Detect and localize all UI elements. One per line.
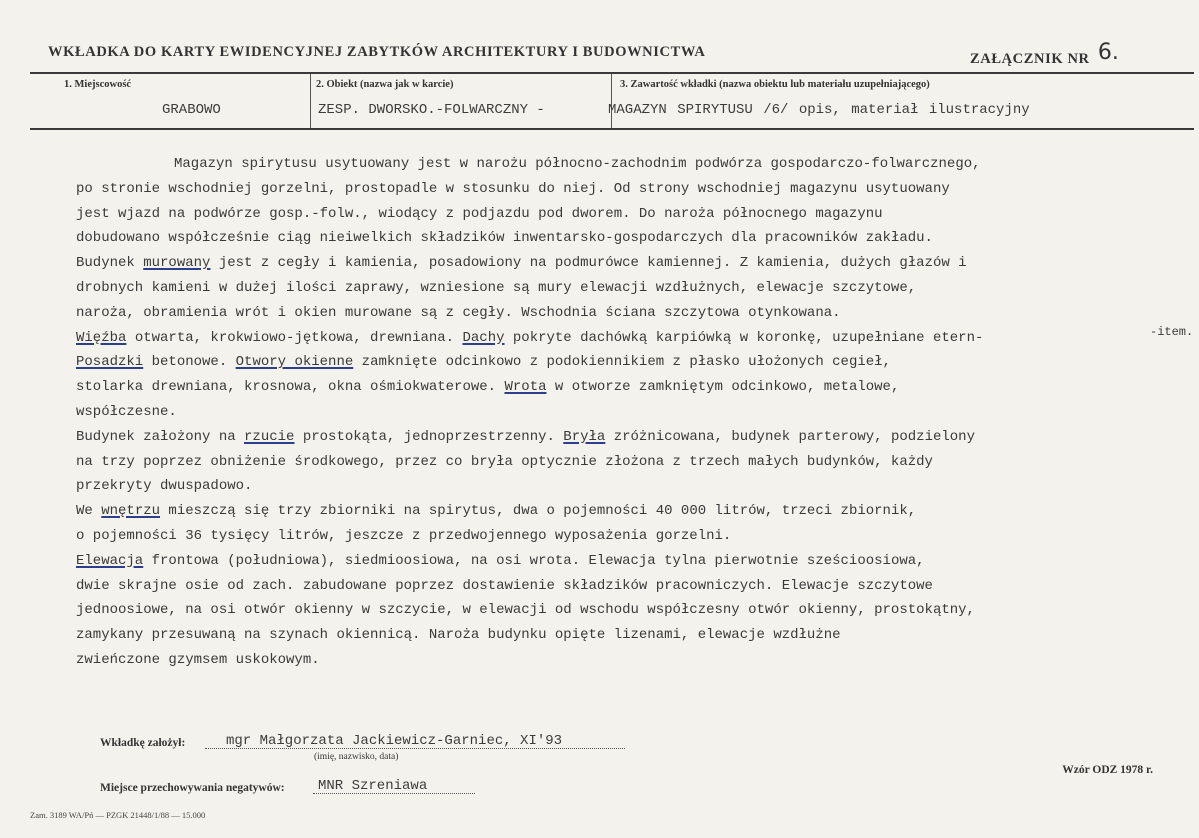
text-segment: w otworze zamkniętym odcinkowo, metalowe,: [546, 379, 900, 396]
text-segment: jest z cegły i kamienia, posadowiony na podmurówce kamiennej. Z kamienia, dużych głazów i: [210, 255, 967, 272]
description-text: [76, 152, 1196, 673]
attachment-number: [970, 40, 1119, 69]
text-line: jest wjazd na podwórze gosp.-folw., wiodący z podjazdu pod dworem. Do naroża północnego magazynu: [76, 205, 883, 222]
underlined-term: Więźba: [76, 329, 127, 346]
text-line: dwie skrajne osie od zach. zabudowane poprzez dostawienie składzików pracowniczych. Elewacje szczytowe: [76, 577, 933, 594]
print-info: Zam. 3189 WA/Pń — PZGK 21448/1/88 — 15.000: [30, 810, 206, 820]
sheet-title: WKŁADKA DO KARTY EWIDENCYJNEJ ZABYTKÓW ARCHITEKTURY I BUDOWNICTWA: [48, 44, 706, 60]
text-line: współczesne.: [76, 403, 177, 420]
text-segment: frontowa (południowa), siedmioosiowa, na osi wrota. Elewacja tylna pierwotnie sześcioosiowa,: [143, 552, 925, 569]
attachment-number-value: 6.: [1097, 40, 1119, 65]
text-line: [76, 251, 1196, 276]
header-bottom-rule: [30, 128, 1194, 130]
text-line: [76, 549, 1196, 574]
text-segment: Budynek: [76, 255, 144, 272]
text-line: na trzy poprzez obniżenie środkowego, przez co bryła optycznie złożona z trzech małych budynków, każdy: [76, 453, 933, 470]
text-segment: pokryte dachówką karpiówką w koronkę, uzupełniane etern-: [504, 329, 984, 346]
object-value: ZESP. DWORSKO.-FOLWARCZNY -: [318, 102, 545, 118]
text-line: [76, 425, 1196, 450]
text-line: po stronie wschodniej gorzelni, prostopadle w stosunku do niej. Od strony wschodniej magazynu usytuowany: [76, 180, 950, 197]
negatives-label: Miejsce przechowywania negatywów:: [100, 782, 285, 794]
underlined-term: Dachy: [462, 329, 505, 346]
underlined-term: wnętrzu: [101, 503, 161, 520]
column-divider: [611, 74, 612, 128]
text-line: zwieńczone gzymsem uskokowym.: [76, 651, 320, 668]
content-label: 3. Zawartość wkładki (nazwa obiektu lub materiału uzupełniającego): [620, 79, 930, 90]
author-hint: (imię, nazwisko, data): [314, 752, 399, 762]
text-segment: otwarta, krokwiowo-jętkowa, drewniana.: [126, 329, 463, 346]
text-segment: zamknięte odcinkowo z podokiennikiem z płasko ułożonych cegieł,: [353, 354, 891, 371]
text-line: [76, 375, 1196, 400]
text-line: jednoosiowe, na osi otwór okienny w szczycie, w elewacji od wschodu współczesny otwór okienny, prostokątny,: [76, 602, 975, 619]
text-line: [76, 326, 1196, 351]
text-segment: betonowe.: [143, 354, 236, 371]
author-label: Wkładkę założył:: [100, 737, 186, 749]
top-rule: [30, 72, 1194, 74]
underlined-term: Posadzki: [76, 354, 144, 371]
text-line: przekryty dwuspadowo.: [76, 478, 253, 495]
place-value: GRABOWO: [162, 102, 221, 118]
column-divider: [310, 74, 311, 128]
text-segment: mieszczą się trzy zbiorniki na spirytus, dwa o pojemności 40 000 litrów, trzeci zbiornik,: [160, 503, 917, 520]
object-label: 2. Obiekt (nazwa jak w karcie): [316, 79, 454, 90]
text-line: zamykany przesuwaną na szynach okiennicą. Naroża budynku opięte lizenami, elewacje wzdłużne: [76, 627, 841, 644]
text-line: naroża, obramienia wrót i okien murowane są z cegły. Wschodnia ściana szczytowa otynkowana.: [76, 304, 841, 321]
text-segment: zróżnicowana, budynek parterowy, podzielony: [605, 428, 975, 445]
place-label: 1. Miejscowość: [64, 79, 132, 90]
content-value: MAGAZYN SPIRYTUSU /6/ opis, materiał ilustracyjny: [608, 102, 1030, 118]
negatives-value: MNR Szreniawa: [318, 778, 428, 794]
underlined-term: Otwory okienne: [235, 354, 354, 371]
form-template-label: Wzór ODZ 1978 r.: [1062, 764, 1153, 776]
attachment-label: ZAŁĄCZNIK NR: [970, 51, 1090, 67]
underlined-term: Bryła: [563, 428, 606, 445]
text-line: o pojemności 36 tysięcy litrów, jeszcze z przedwojennego wyposażenia gorzelni.: [76, 527, 732, 544]
text-line: drobnych kamieni w dużej ilości zaprawy, wzniesione są mury elewacji wzdłużnych, elewacje szczytowe,: [76, 279, 917, 296]
author-value: mgr Małgorzata Jackiewicz-Garniec, XI'93: [226, 733, 563, 749]
underlined-term: rzucie: [244, 428, 295, 445]
text-line: Magazyn spirytusu usytuowany jest w narożu północno-zachodnim podwórza gospodarczo-folwarcznego,: [174, 156, 981, 172]
text-segment: stolarka drewniana, krosnowa, okna ośmiokwaterowe.: [76, 379, 505, 396]
text-line: [76, 499, 1196, 524]
margin-note: -item.: [1150, 325, 1194, 339]
underlined-term: murowany: [143, 255, 211, 272]
text-segment: Budynek założony na: [76, 428, 245, 445]
text-line: [76, 350, 1196, 375]
underlined-term: Wrota: [504, 379, 547, 396]
text-segment: prostokąta, jednoprzestrzenny.: [294, 428, 564, 445]
text-line: dobudowano współcześnie ciąg nieiwelkich składzików inwentarsko-gospodarczych dla pracowników zakładu.: [76, 230, 933, 247]
underlined-term: Elewacja: [76, 552, 144, 569]
text-segment: We: [76, 503, 102, 520]
